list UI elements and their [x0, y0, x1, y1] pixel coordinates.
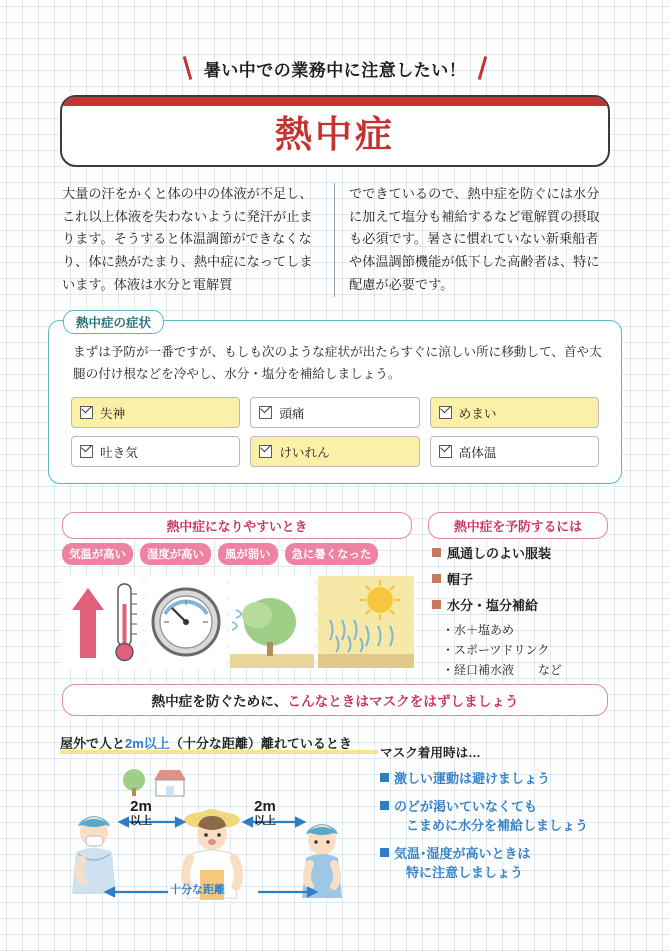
bullet-square-icon: [380, 848, 389, 857]
symptom-label: めまい: [458, 407, 497, 422]
mask-notes: [380, 742, 616, 891]
mask-note-item: [380, 769, 616, 789]
symptom-label: 吐き気: [100, 446, 138, 461]
sufficient-distance-label: 十分な距離: [170, 884, 225, 896]
bullet-square-icon: [380, 801, 389, 810]
prevention-sub-item: ・スポーツドリンク: [442, 642, 550, 657]
checkbox-icon: [80, 445, 93, 458]
bullet-square-icon: [432, 574, 441, 583]
symptom-item: [430, 436, 599, 467]
prevention-sub-list: [442, 621, 612, 680]
risk-illustration-svg: [62, 570, 414, 675]
symptoms-lead-text: まずは予防が一番ですが、もしも次のような症状が出たらすぐに涼しい所に移動して、首や太腿の付け根などを冷やし、水分・塩分を補給しましょう。: [73, 345, 602, 382]
mask-note-line1: 気温･湿度が高いときは: [394, 845, 531, 861]
checkbox-icon: [439, 445, 452, 458]
checkbox-icon: [439, 406, 452, 419]
title-card-accent-bar: [62, 97, 608, 106]
mask-note-line2: こまめに水分を補給しましょう: [406, 818, 589, 833]
symptom-item: [430, 397, 599, 428]
prevention-sub-item: ・水＋塩あめ: [442, 623, 515, 637]
prevention-item: [432, 595, 612, 614]
symptom-label: けいれん: [279, 446, 330, 461]
mask-note-line2: 特に注意しましょう: [406, 865, 524, 880]
distance-label-left: [130, 798, 152, 828]
title-card: [60, 95, 610, 167]
symptom-item: [71, 436, 240, 467]
risk-section-title: 熱中症になりやすいとき: [62, 512, 412, 539]
mask-note-line1: 激しい運動は避けましょう: [394, 771, 551, 786]
mask-note-item: [380, 797, 616, 836]
distance-value: 2m: [130, 798, 152, 815]
outdoor-label-part1: 屋外で人と: [60, 736, 126, 751]
intro-column-right: でできているので、熱中症を防ぐには水分に加えて塩分も補給するなど電解質の摂取も必須です。暑さに慣れていない新乗船者や体温調節機能が低下した高齢者は、特に配慮が必要です。: [349, 186, 600, 292]
symptoms-section-label: 熱中症の症状: [63, 310, 164, 334]
prevention-item-label: 帽子: [447, 572, 474, 587]
checkbox-icon: [259, 445, 272, 458]
risk-tag: 湿度が高い: [140, 543, 211, 565]
prevention-item-label: 風通しのよい服装: [447, 546, 552, 561]
mask-banner-text-part2: こんなときはマスクをはずしましょう: [287, 694, 519, 709]
intro-column-left: 大量の汗をかくと体の中の体液が不足し、これ以上体液を失わないように発汗が止まります。そうすると体温調節ができなくなり、体に熱がたまり、熱中症になってしまいます。体液は水分と電解質: [62, 183, 335, 297]
risk-illustrations: [62, 570, 414, 675]
checkbox-icon: [80, 406, 93, 419]
mask-note-line1: のどが渇いていなくても: [394, 798, 538, 814]
mask-notes-header: マスク着用時は…: [380, 746, 481, 760]
symptom-item: [250, 436, 419, 467]
symptom-label: 高体温: [458, 446, 497, 461]
prevention-item: [432, 543, 612, 562]
distance-label-right: [254, 798, 276, 828]
symptom-item: [71, 397, 240, 428]
mask-banner-text-part1: 熱中症を防ぐために、: [151, 694, 288, 709]
people-illustration: [62, 762, 362, 912]
prevention-section-title: 熱中症を予防するには: [428, 512, 608, 539]
bullet-square-icon: [432, 600, 441, 609]
intro-text: [62, 183, 608, 297]
risk-tag: 気温が高い: [62, 543, 133, 565]
mask-banner: [62, 684, 608, 716]
prevention-item-label: 水分・塩分補給: [447, 598, 539, 613]
checkbox-icon: [259, 406, 272, 419]
risk-tag: 風が弱い: [218, 543, 278, 565]
symptom-label: 失神: [100, 407, 126, 422]
page-title: 熱中症: [275, 114, 395, 155]
symptoms-chip-grid: [71, 397, 599, 467]
risk-tag: 急に暑くなった: [285, 543, 379, 565]
symptom-item: [250, 397, 419, 428]
risk-tag-row: [62, 543, 414, 565]
prevention-item: [432, 569, 612, 588]
eyebrow-heading-wrap: [0, 56, 670, 81]
outdoor-label-emphasis: 2m以上: [125, 736, 170, 751]
symptoms-section: [48, 316, 622, 484]
distance-suffix: 以上: [130, 815, 152, 828]
prevention-list: [432, 543, 612, 680]
prevention-sub-item: ・経口補水液 など: [442, 662, 563, 677]
bullet-square-icon: [432, 548, 441, 557]
mask-note-item: [380, 844, 616, 883]
distance-suffix: 以上: [254, 815, 276, 828]
distance-value: 2m: [254, 798, 276, 815]
symptom-label: 頭痛: [279, 407, 305, 422]
outdoor-label-part2: （十分な距離）離れているとき: [169, 736, 352, 751]
outdoor-label: [60, 733, 352, 752]
eyebrow-heading: 暑い中での業務中に注意したい！: [178, 56, 493, 81]
bullet-square-icon: [380, 773, 389, 782]
